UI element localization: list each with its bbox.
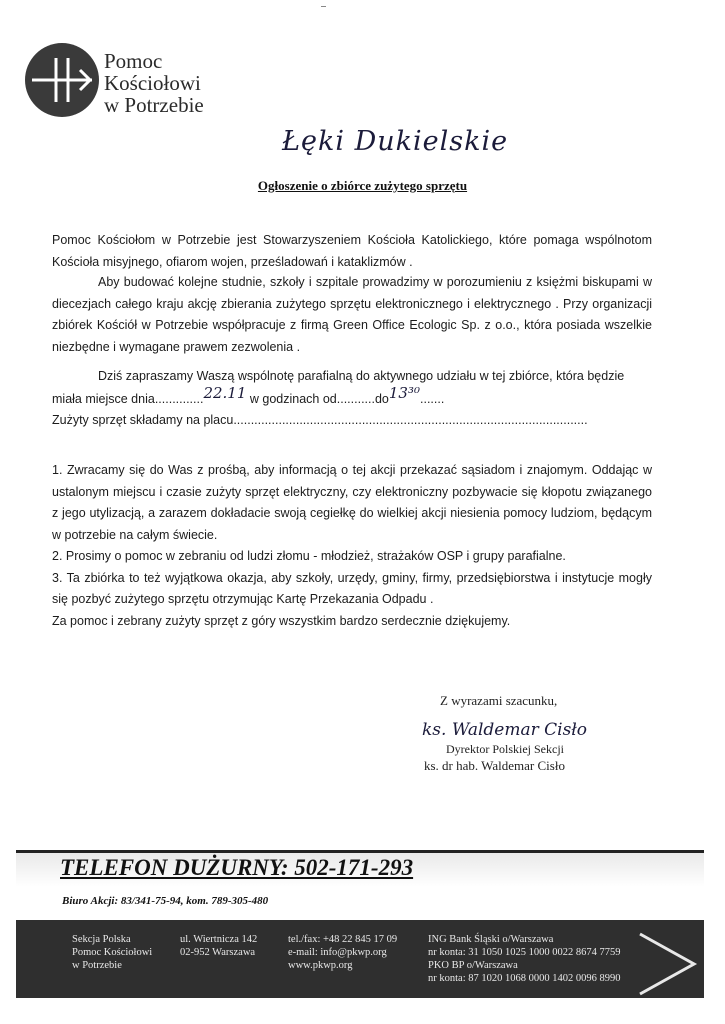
footer-address-line: 02-952 Warszawa bbox=[180, 947, 256, 958]
to-label: do bbox=[374, 391, 389, 406]
logo-line-3: w Potrzebie bbox=[104, 93, 204, 117]
list-item: 1. Zwracamy się do Was z prośbą, aby informacją o tej akcji przekazać sąsiadom i znajomym. Oddając w ustalonym miejscu i czasie zużyty sprzęt elektryczny, czy elektroniczny pozbywacie się kłopotu związanego z jego utylizacją, a zarazem dokładacie swoją cegiełkę do wielkiej akcji niesienia pomocy ludziom, będącym w potrzebie na całym świecie. bbox=[52, 463, 652, 542]
cross-arrow-logo-icon bbox=[24, 42, 100, 118]
numbered-list bbox=[52, 460, 652, 632]
office-contact: Biuro Akcji: 83/341-75-94, kom. 789-305-480 bbox=[62, 895, 269, 907]
handwritten-signature: ks. Waldemar Cisło bbox=[422, 720, 588, 740]
footer-website-link[interactable]: www.pkwp.org bbox=[288, 960, 353, 971]
footer-org-line: Pomoc Kościołowi bbox=[72, 947, 153, 958]
footer-phone: tel./fax: +48 22 845 17 09 bbox=[288, 934, 398, 945]
footer-address-line: ul. Wiertnicza 142 bbox=[180, 934, 258, 945]
scan-mark bbox=[321, 6, 326, 7]
invitation-paragraph bbox=[52, 366, 652, 432]
footer-address-block bbox=[180, 933, 257, 959]
place-fill-line bbox=[52, 410, 652, 432]
logo-line-2: Kościołowi bbox=[104, 71, 201, 95]
date-fill-line bbox=[52, 383, 652, 411]
list-item: 3. Ta zbiórka to też wyjątkowa okazja, aby szkoły, urzędy, gminy, firmy, przedsiębiorstwa i instytucje mogły się pozbyć zużytego sprzętu otrzymując Kartę Przekazania Odpadu . bbox=[52, 570, 652, 606]
signer-title: Dyrektor Polskiej Sekcji bbox=[446, 742, 564, 756]
handwritten-date: 22.11 bbox=[203, 383, 247, 402]
date-prefix: miała miejsce dnia bbox=[52, 391, 155, 406]
footer-bank-line: ING Bank Śląski o/Warszawa bbox=[428, 934, 554, 945]
logo-wordmark bbox=[104, 50, 204, 116]
footer-org-line: Sekcja Polska bbox=[72, 934, 131, 945]
footer-email-link[interactable]: e-mail: info@pkwp.org bbox=[288, 947, 387, 958]
list-item: 2. Prosimy o pomoc w zebraniu od ludzi złomu - młodzież, strażaków OSP i grupy parafialne. bbox=[52, 549, 566, 563]
purpose-paragraph: Aby budować kolejne studnie, szkoły i szpitale prowadzimy w porozumieniu z księżmi biskupami w diecezjach całego kraju akcję zbierania zużytego sprzętu elektronicznego i elektrycznego . Przy organizacji zbiórek Kościół w Potrzebie współpracuje z firmą Green Office Ecologic Sp. z o.o., która posiada wszelkie niezbędne i wymagane prawem zezwolenia . bbox=[52, 275, 652, 354]
hotline-number: TELEFON DUŻURNY: 502-171-293 bbox=[60, 855, 414, 880]
place-label: Zużyty sprzęt składamy na placu bbox=[52, 413, 234, 427]
chevron-right-arrow-icon bbox=[630, 930, 704, 998]
date-dots: .............. bbox=[154, 391, 204, 406]
from-dots: ........... bbox=[336, 391, 375, 406]
closing-salutation: Z wyrazami szacunku, bbox=[440, 693, 558, 708]
invitation-line-1: Dziś zapraszamy Waszą wspólnotę parafialną do aktywnego udziału w tej zbiórce, która będzie bbox=[98, 369, 625, 383]
thanks-line: Za pomoc i zebrany zużyty sprzęt z góry wszystkim bardzo serdecznie dziękujemy. bbox=[52, 613, 511, 628]
footer-org-block bbox=[72, 933, 152, 972]
footer-org-line: w Potrzebie bbox=[72, 960, 122, 971]
document-title: Ogłoszenie o zbiórce zużytego sprzętu bbox=[257, 178, 468, 193]
footer-bank-line: PKO BP o/Warszawa bbox=[428, 960, 518, 971]
to-dots: ....... bbox=[420, 391, 445, 406]
footer-divider bbox=[16, 850, 704, 853]
footer-bank-line: nr konta: 31 1050 1025 1000 0022 8674 7759 bbox=[428, 947, 621, 958]
signer-name: ks. dr hab. Waldemar Cisło bbox=[424, 758, 565, 773]
footer-bank-block bbox=[428, 933, 621, 985]
footer-contact-block bbox=[288, 933, 397, 972]
logo-line-1: Pomoc bbox=[104, 49, 163, 73]
place-dots: ...................................................................................................... bbox=[233, 413, 588, 427]
footer-bank-line: nr konta: 87 1020 1068 0000 1402 0096 8990 bbox=[428, 973, 621, 984]
handwritten-parish-name: Łęki Dukielskie bbox=[282, 126, 509, 157]
handwritten-time: 13³⁰ bbox=[388, 383, 420, 402]
hours-label: w godzinach od bbox=[249, 391, 337, 406]
intro-paragraph: Pomoc Kościołom w Potrzebie jest Stowarzyszeniem Kościoła Katolickiego, które pomaga wspólnotom Kościoła misyjnego, ofiarom wojen, prześladowań i kataklizmów . bbox=[52, 233, 652, 269]
